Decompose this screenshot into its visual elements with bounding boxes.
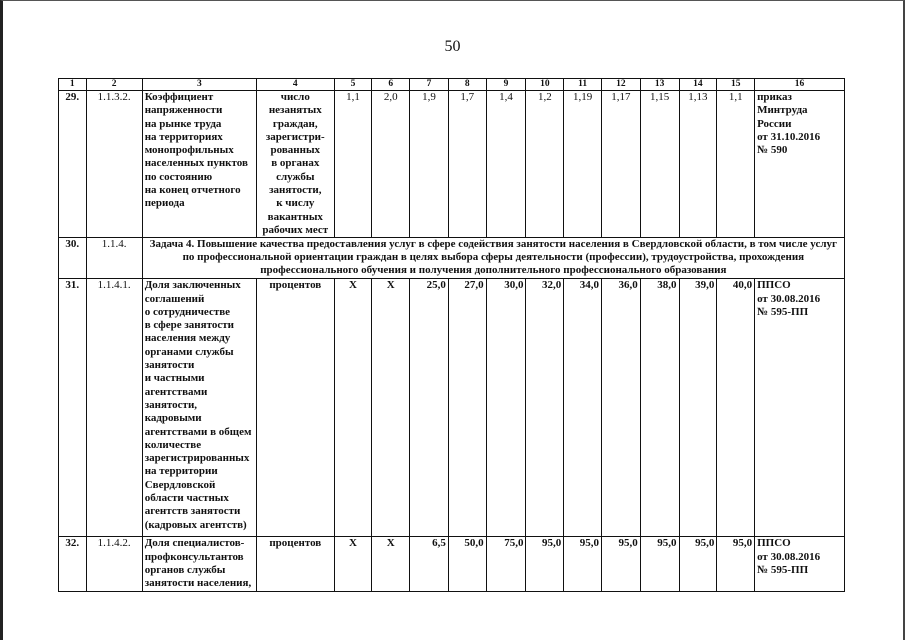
value-cell: 32,0 [526, 279, 564, 537]
value-cell: 6,5 [410, 537, 449, 592]
value-cell: 95,0 [564, 537, 602, 592]
column-header: 4 [257, 79, 335, 91]
table-row [59, 537, 845, 592]
row-number: 31. [59, 279, 87, 537]
row-code: 1.1.3.2. [86, 91, 142, 238]
row-code: 1.1.4.2. [86, 537, 142, 592]
row-number: 32. [59, 537, 87, 592]
column-header: 10 [526, 79, 564, 91]
task-description: Задача 4. Повышение качества предоставления услуг в сфере содействия занятости населения в Свердловской области, в том числе услуг по профессиональной ориентации граждан в целях выбора сферы деятельности (профессии), трудоустройства, прохождения профессионального обучения и получения дополнительного профессионального образования [142, 238, 844, 279]
table-row [59, 91, 845, 238]
value-cell: 95,0 [601, 537, 640, 592]
column-header: 1 [59, 79, 87, 91]
row-code: 1.1.4.1. [86, 279, 142, 537]
value-cell: 38,0 [640, 279, 679, 537]
value-cell: 30,0 [486, 279, 526, 537]
value-cell: X [372, 279, 410, 537]
value-cell: 95,0 [717, 537, 755, 592]
column-header: 9 [486, 79, 526, 91]
table-row [59, 279, 845, 537]
value-cell: 1,19 [564, 91, 602, 238]
value-cell: 27,0 [448, 279, 486, 537]
value-cell: X [372, 537, 410, 592]
value-cell: 1,2 [526, 91, 564, 238]
value-cell: 50,0 [448, 537, 486, 592]
column-header: 6 [372, 79, 410, 91]
indicator-name: Доля заключенных соглашений о сотрудничестве в сфере занятости населения между органами службы занятости и частными агентствами занятости, кадровыми агентствами в общем количестве зарегистрированных на территории Свердловской области частных агентств занятости (кадровых агентств) [142, 279, 256, 537]
value-cell: 1,13 [679, 91, 717, 238]
value-cell: 1,7 [448, 91, 486, 238]
value-cell: 1,9 [410, 91, 449, 238]
column-header: 2 [86, 79, 142, 91]
indicator-name: Доля специалистов- профконсультантов органов службы занятости населения, [142, 537, 256, 592]
value-cell: 1,15 [640, 91, 679, 238]
value-cell: 40,0 [717, 279, 755, 537]
column-header: 14 [679, 79, 717, 91]
row-code: 1.1.4. [86, 238, 142, 279]
value-cell: 34,0 [564, 279, 602, 537]
value-cell: X [334, 537, 372, 592]
column-header: 16 [755, 79, 845, 91]
source-document: ППСО от 30.08.2016 № 595-ПП [755, 537, 845, 592]
value-cell: 95,0 [640, 537, 679, 592]
value-cell: 95,0 [679, 537, 717, 592]
value-cell: 25,0 [410, 279, 449, 537]
column-header: 7 [410, 79, 449, 91]
value-cell: 36,0 [601, 279, 640, 537]
source-document: приказ Минтруда России от 31.10.2016 № 590 [755, 91, 845, 238]
indicators-table [58, 78, 845, 592]
value-cell: 2,0 [372, 91, 410, 238]
column-header: 13 [640, 79, 679, 91]
unit-of-measure: процентов [257, 537, 335, 592]
row-number: 30. [59, 238, 87, 279]
header-row [59, 79, 845, 91]
source-document: ППСО от 30.08.2016 № 595-ПП [755, 279, 845, 537]
indicator-name: Коэффициент напряженности на рынке труда на территориях монопрофильных населенных пунктов по состоянию на конец отчетного периода [142, 91, 256, 238]
value-cell: 39,0 [679, 279, 717, 537]
column-header: 11 [564, 79, 602, 91]
column-header: 12 [601, 79, 640, 91]
page-number: 50 [444, 38, 461, 55]
value-cell: X [334, 279, 372, 537]
value-cell: 1,1 [717, 91, 755, 238]
task-row [59, 238, 845, 279]
value-cell: 75,0 [486, 537, 526, 592]
unit-of-measure: число незанятых граждан, зарегистри- рованных в органах службы занятости, к числу вакантных рабочих мест [257, 91, 335, 238]
value-cell: 1,4 [486, 91, 526, 238]
value-cell: 1,1 [334, 91, 372, 238]
unit-of-measure: процентов [257, 279, 335, 537]
column-header: 8 [448, 79, 486, 91]
value-cell: 1,17 [601, 91, 640, 238]
column-header: 5 [334, 79, 372, 91]
row-number: 29. [59, 91, 87, 238]
column-header: 3 [142, 79, 256, 91]
column-header: 15 [717, 79, 755, 91]
value-cell: 95,0 [526, 537, 564, 592]
